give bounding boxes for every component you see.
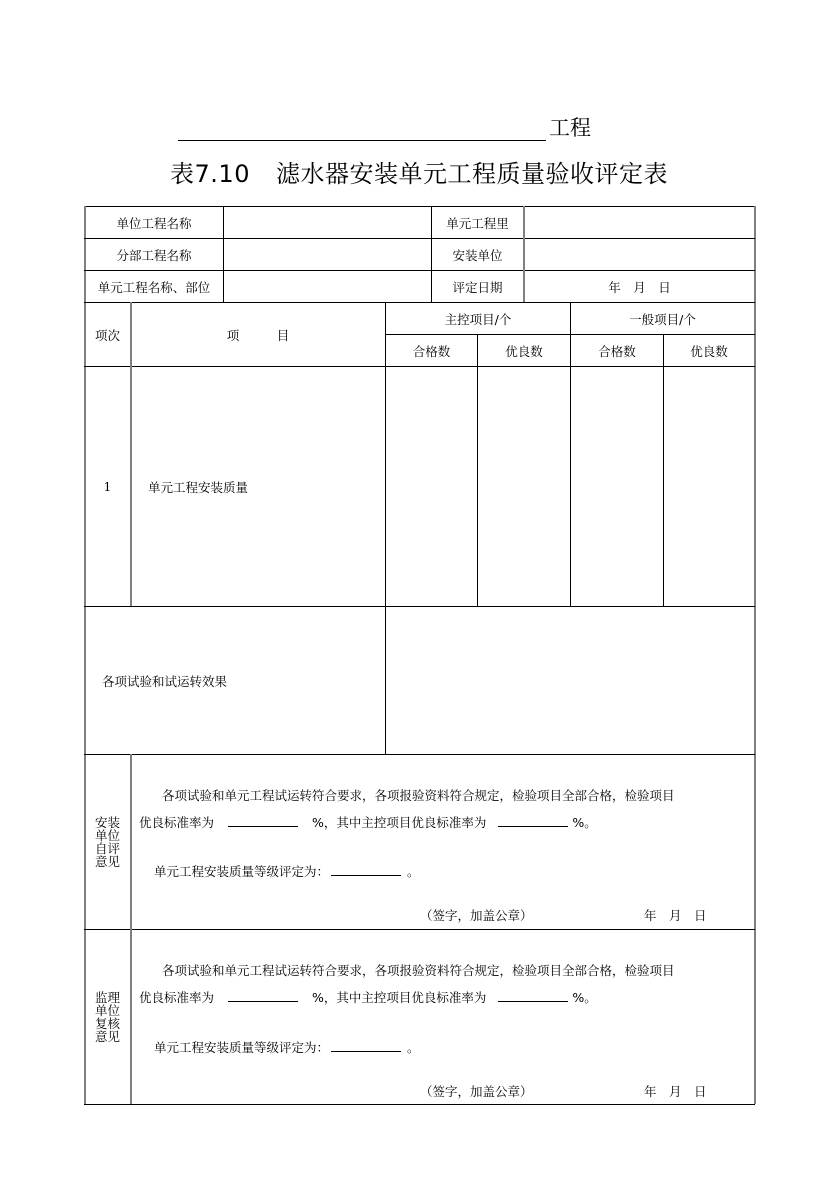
row-line — [84, 929, 755, 930]
supervisor-eval-label-cell — [85, 930, 130, 1104]
page-title — [0, 156, 838, 192]
supervisor-eval-line2 — [139, 989, 597, 1006]
self-eval-grade-label: 单元工程安装质量等级评定为： — [154, 864, 330, 879]
project-name-blank[interactable] — [178, 140, 546, 141]
self-eval-period: 。 — [407, 864, 420, 879]
unit-project-location-field[interactable] — [224, 271, 431, 302]
supervisor-eval-line3 — [154, 1039, 420, 1056]
general-qualified-header: 合格数 — [598, 343, 636, 359]
install-unit-label: 安装单位 — [452, 247, 503, 263]
self-eval-line1: 各项试验和单元工程试运转符合要求，各项报验资料符合规定，检验项目全部合格，检验项目 — [162, 788, 675, 803]
row-index: 1 — [103, 479, 112, 494]
unit-project-location-label: 单元工程名称、部位 — [97, 279, 211, 295]
self-eval-line2 — [139, 814, 597, 831]
self-eval-line3 — [154, 863, 420, 880]
project-suffix: 工程 — [549, 116, 591, 140]
col-index-header: 项次 — [94, 327, 120, 343]
table-title: 滤水器安装单元工程质量验收评定表 — [275, 160, 668, 188]
supervisor-eval-date[interactable]: 年 月 日 — [644, 1084, 707, 1099]
supervisor-eval-percent-end: %。 — [572, 990, 597, 1005]
supervisor-eval-label: 监理单位复核意见 — [94, 990, 120, 1044]
self-eval-grade-blank[interactable] — [331, 863, 401, 876]
main-control-header: 主控项目/个 — [444, 311, 512, 327]
main-qualified-header: 合格数 — [412, 343, 451, 359]
row-item: 单元工程安装质量 — [148, 479, 249, 495]
supervisor-eval-main-rate-label: %，其中主控项目优良标准率为 — [312, 990, 487, 1005]
col-line — [130, 754, 132, 1104]
self-eval-excellent-rate-blank[interactable] — [228, 814, 298, 827]
supervisor-eval-period: 。 — [407, 1040, 420, 1055]
main-excellent-field[interactable] — [478, 367, 570, 606]
unit-quantity-field[interactable] — [525, 207, 754, 238]
trial-label: 各项试验和试运转效果 — [102, 673, 228, 689]
general-excellent-header: 优良数 — [690, 343, 728, 359]
unit-quantity-label: 单元工程里 — [446, 215, 509, 231]
self-eval-main-rate-label: %，其中主控项目优良标准率为 — [312, 815, 487, 830]
supervisor-eval-excellent-rate-label: 优良标准率为 — [139, 990, 215, 1005]
row-line — [84, 754, 755, 755]
border-line — [84, 1104, 755, 1105]
self-eval-percent-end: %。 — [572, 815, 597, 830]
supervisor-eval-sign: （签字，加盖公章） — [420, 1084, 533, 1099]
supervisor-eval-main-rate-blank[interactable] — [498, 989, 568, 1002]
supervisor-eval-excellent-rate-blank[interactable] — [228, 989, 298, 1002]
self-eval-excellent-rate-label: 优良标准率为 — [139, 815, 215, 830]
col-item-header: 项 目 — [226, 327, 290, 343]
unit-project-name-field[interactable] — [224, 207, 431, 238]
supervisor-eval-line1: 各项试验和单元工程试运转符合要求，各项报验资料符合规定，检验项目全部合格，检验项目 — [162, 963, 675, 978]
self-eval-date[interactable]: 年 月 日 — [644, 908, 707, 923]
general-excellent-field[interactable] — [664, 367, 754, 606]
main-excellent-header: 优良数 — [505, 343, 543, 359]
general-header: 一般项目/个 — [629, 311, 696, 327]
division-project-name-field[interactable] — [224, 239, 431, 270]
table-number: 表7.10 — [170, 160, 250, 188]
install-unit-field[interactable] — [525, 239, 754, 270]
unit-project-name-label: 单位工程名称 — [116, 215, 192, 231]
trial-field[interactable] — [386, 607, 754, 754]
eval-date-label: 评定日期 — [452, 279, 503, 295]
self-eval-main-rate-blank[interactable] — [498, 814, 568, 827]
self-eval-sign: （签字，加盖公章） — [420, 908, 533, 923]
general-qualified-field[interactable] — [571, 367, 663, 606]
border-line — [754, 206, 756, 1104]
eval-date-field[interactable]: 年 月 日 — [608, 279, 671, 295]
supervisor-eval-grade-blank[interactable] — [331, 1039, 401, 1052]
supervisor-eval-grade-label: 单元工程安装质量等级评定为： — [154, 1040, 330, 1055]
self-eval-label-cell — [85, 755, 130, 929]
self-eval-label: 安装单位自评意见 — [94, 815, 120, 869]
division-project-name-label: 分部工程名称 — [116, 247, 192, 263]
main-qualified-field[interactable] — [386, 367, 477, 606]
